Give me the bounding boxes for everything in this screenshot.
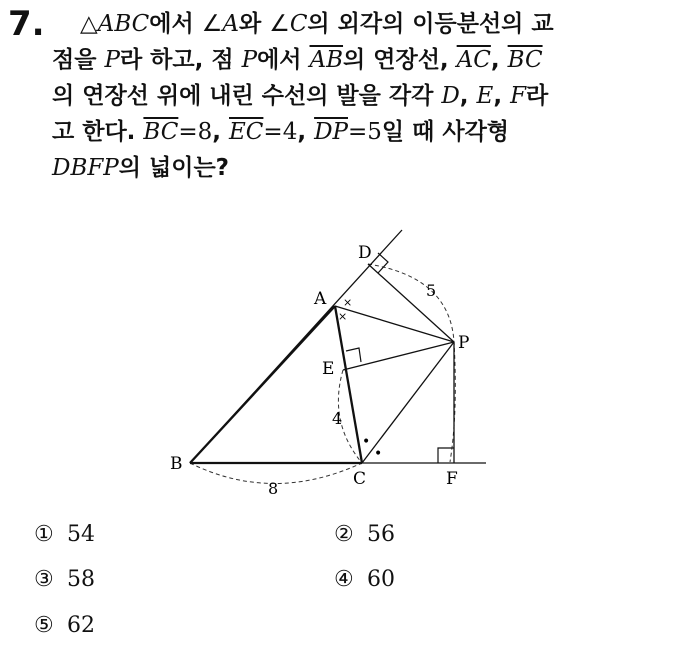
text-segment: 점을 <box>52 47 105 73</box>
text-segment: 의 연장선 위에 내린 수선의 발을 각각 <box>52 83 442 109</box>
angle-mark-c-inner: • <box>362 434 371 450</box>
segment-ab <box>190 306 335 463</box>
segment-ac <box>335 306 362 463</box>
math-a: A <box>222 11 239 37</box>
choice-1[interactable] <box>34 522 95 547</box>
question-line-3 <box>52 78 662 114</box>
math-p: P <box>241 47 258 73</box>
choice-value: 54 <box>67 522 95 547</box>
choice-value: 56 <box>367 522 395 547</box>
choice-mark: ③ <box>34 567 54 592</box>
text-segment: 의 외각의 이등분선의 교 <box>307 11 554 37</box>
segment-ac: $\overline{AC}$ <box>456 47 491 73</box>
equals-sign: = <box>348 119 368 145</box>
question-line-2 <box>52 42 662 78</box>
math-p: P <box>104 47 120 73</box>
text-segment: , <box>297 119 315 145</box>
label-point-c: C <box>353 469 367 489</box>
label-point-e: E <box>322 359 335 379</box>
segment-ab: $\overline{AB}$ <box>309 47 344 73</box>
math-dbfp: DBFP <box>52 155 119 181</box>
text-segment: 라 하고, 점 <box>119 47 242 73</box>
choice-value: 62 <box>67 613 95 638</box>
question-line-4 <box>52 114 662 150</box>
math-e: E <box>476 83 494 109</box>
choice-4[interactable] <box>334 567 395 592</box>
text-segment: 의 연장선, <box>343 47 457 73</box>
label-point-p: P <box>458 333 470 353</box>
text-segment: 에서 <box>257 47 310 73</box>
choice-mark: ① <box>34 522 54 547</box>
right-angle-mark-e <box>346 348 361 362</box>
choice-5[interactable] <box>34 613 95 638</box>
choice-mark: ② <box>334 522 354 547</box>
angle-mark-a-outer: × <box>343 296 353 309</box>
text-segment: , <box>490 47 508 73</box>
choice-mark: ⑤ <box>34 613 54 638</box>
segment-dp <box>368 264 454 342</box>
label-point-f: F <box>446 469 458 489</box>
choice-value: 58 <box>67 567 95 592</box>
label-point-d: D <box>358 243 372 263</box>
angle-symbol: ∠ <box>201 11 223 37</box>
text-segment: 일 때 사각형 <box>381 119 510 145</box>
value-bc: 8 <box>197 119 213 145</box>
question-line-5 <box>52 150 662 186</box>
segment-ec: $\overline{EC}$ <box>229 119 264 145</box>
value-ec: 4 <box>282 119 298 145</box>
right-angle-mark-d <box>378 253 388 273</box>
label-length-dp: 5 <box>426 281 437 300</box>
choice-2[interactable] <box>334 522 395 547</box>
segment-bc: $\overline{BC}$ <box>507 47 543 73</box>
math-c: C <box>289 11 308 37</box>
equals-sign: = <box>178 119 198 145</box>
math-f: F <box>510 83 527 109</box>
text-segment: 에서 <box>149 11 202 37</box>
angle-mark-a-inner: × <box>338 310 348 323</box>
segment-dp: $\overline{DP}$ <box>314 119 348 145</box>
math-d: D <box>441 83 460 109</box>
label-point-b: B <box>170 454 183 474</box>
segment-ap <box>335 306 454 342</box>
choice-value: 60 <box>367 567 395 592</box>
label-point-a: A <box>314 289 327 309</box>
geometry-figure <box>150 222 500 502</box>
text-segment: , <box>212 119 230 145</box>
dashed-arc-dp <box>368 264 455 462</box>
text-segment: 의 넓이는? <box>118 155 230 181</box>
question-line-1 <box>52 6 662 42</box>
text-segment: , <box>459 83 477 109</box>
label-length-ec: 4 <box>332 409 343 428</box>
choice-3[interactable] <box>34 567 95 592</box>
segment-cp <box>362 342 454 463</box>
text-segment: 고 한다. <box>52 119 144 145</box>
triangle-symbol: △ <box>80 11 98 37</box>
text-segment: , <box>493 83 511 109</box>
text-segment: 와 <box>238 11 270 37</box>
value-dp: 5 <box>367 119 382 145</box>
text-segment: 라 <box>526 83 549 109</box>
equals-sign: = <box>263 119 283 145</box>
question-number: 7. <box>8 4 45 44</box>
label-length-bc: 8 <box>268 479 279 498</box>
segment-bc: $\overline{BC}$ <box>143 119 179 145</box>
angle-mark-c-outer: • <box>374 446 383 462</box>
angle-symbol: ∠ <box>269 11 290 37</box>
right-angle-mark-f <box>438 448 454 463</box>
choice-mark: ④ <box>334 567 354 592</box>
math-abc: ABC <box>97 11 150 37</box>
question-text <box>52 6 662 186</box>
